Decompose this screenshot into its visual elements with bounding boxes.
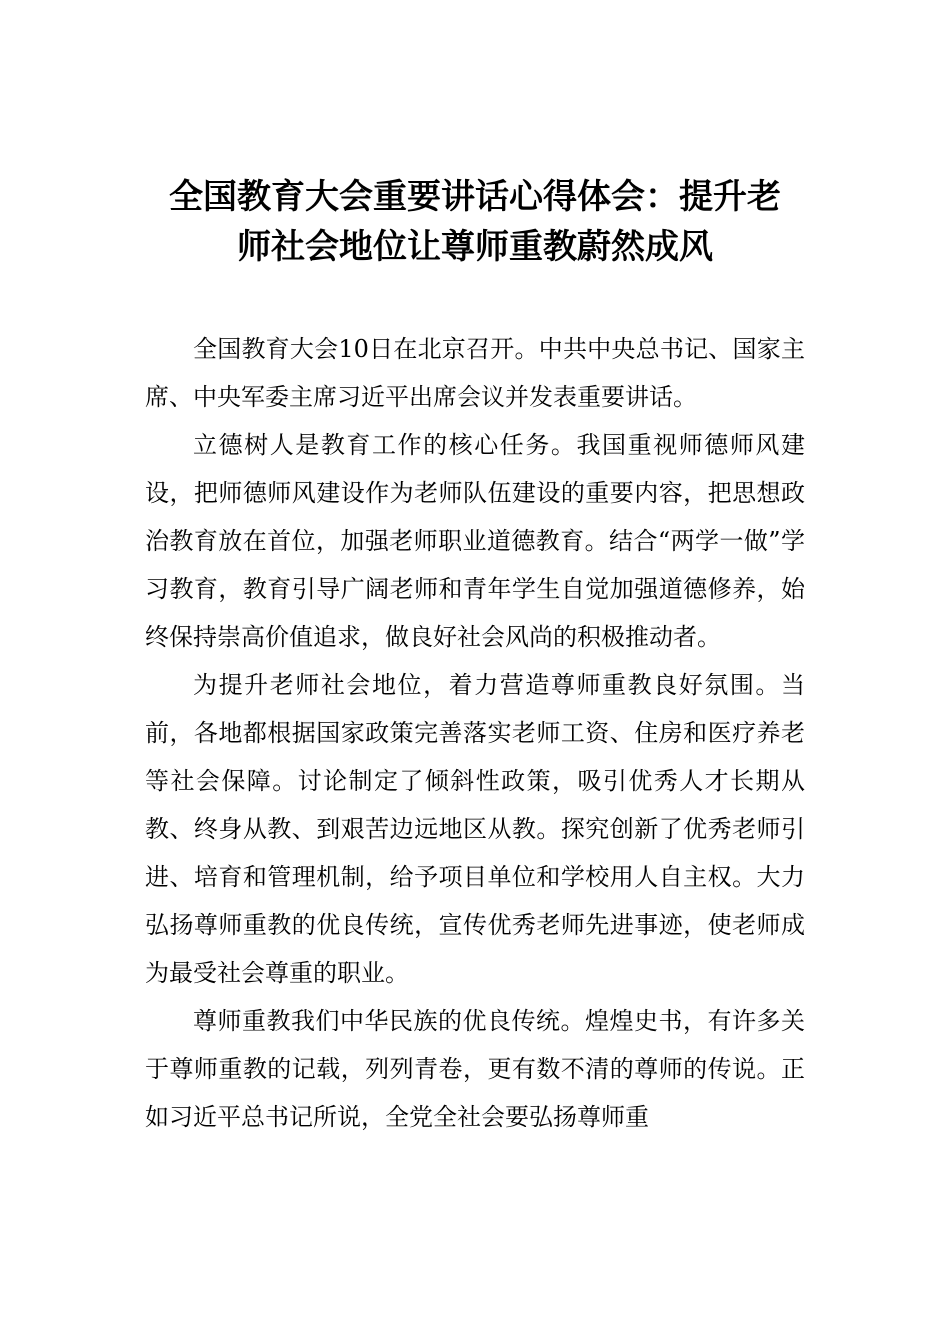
title-line-1: 全国教育大会重要讲话心得体会：提升老 xyxy=(169,177,781,217)
paragraph-2: 立德树人是教育工作的核心任务。我国重视师德师风建设，把师德师风建设作为老师队伍建设的重要内容，把思想政治教育放在首位，加强老师职业道德教育。结合“两学一做”学习教育，教育引导广阔老师和青年学生自觉加强道德修养，始终保持崇高价值追求，做良好社会风尚的积极推动者。 xyxy=(145,431,805,651)
paragraph-4: 尊师重教我们中华民族的优良传统。煌煌史书，有许多关于尊师重教的记载，列列青卷，更有数不清的尊师的传说。正如习近平总书记所说，全党全社会要弘扬尊师重 xyxy=(145,1007,805,1131)
title-line-2: 师社会地位让尊师重教蔚然成风 xyxy=(237,227,713,267)
document-body xyxy=(145,325,805,1141)
paragraph-3: 为提升老师社会地位，着力营造尊师重教良好氛围。当前，各地都根据国家政策完善落实老师工资、住房和医疗养老等社会保障。讨论制定了倾斜性政策，吸引优秀人才长期从教、终身从教、到艰苦边远地区从教。探究创新了优秀老师引进、培育和管理机制，给予项目单位和学校用人自主权。大力弘扬尊师重教的优良传统，宣传优秀老师先进事迹，使老师成为最受社会尊重的职业。 xyxy=(145,671,805,987)
document-title xyxy=(145,172,805,272)
paragraph-1: 全国教育大会10日在北京召开。中共中央总书记、国家主席、中央军委主席习近平出席会议并发表重要讲话。 xyxy=(145,335,805,411)
